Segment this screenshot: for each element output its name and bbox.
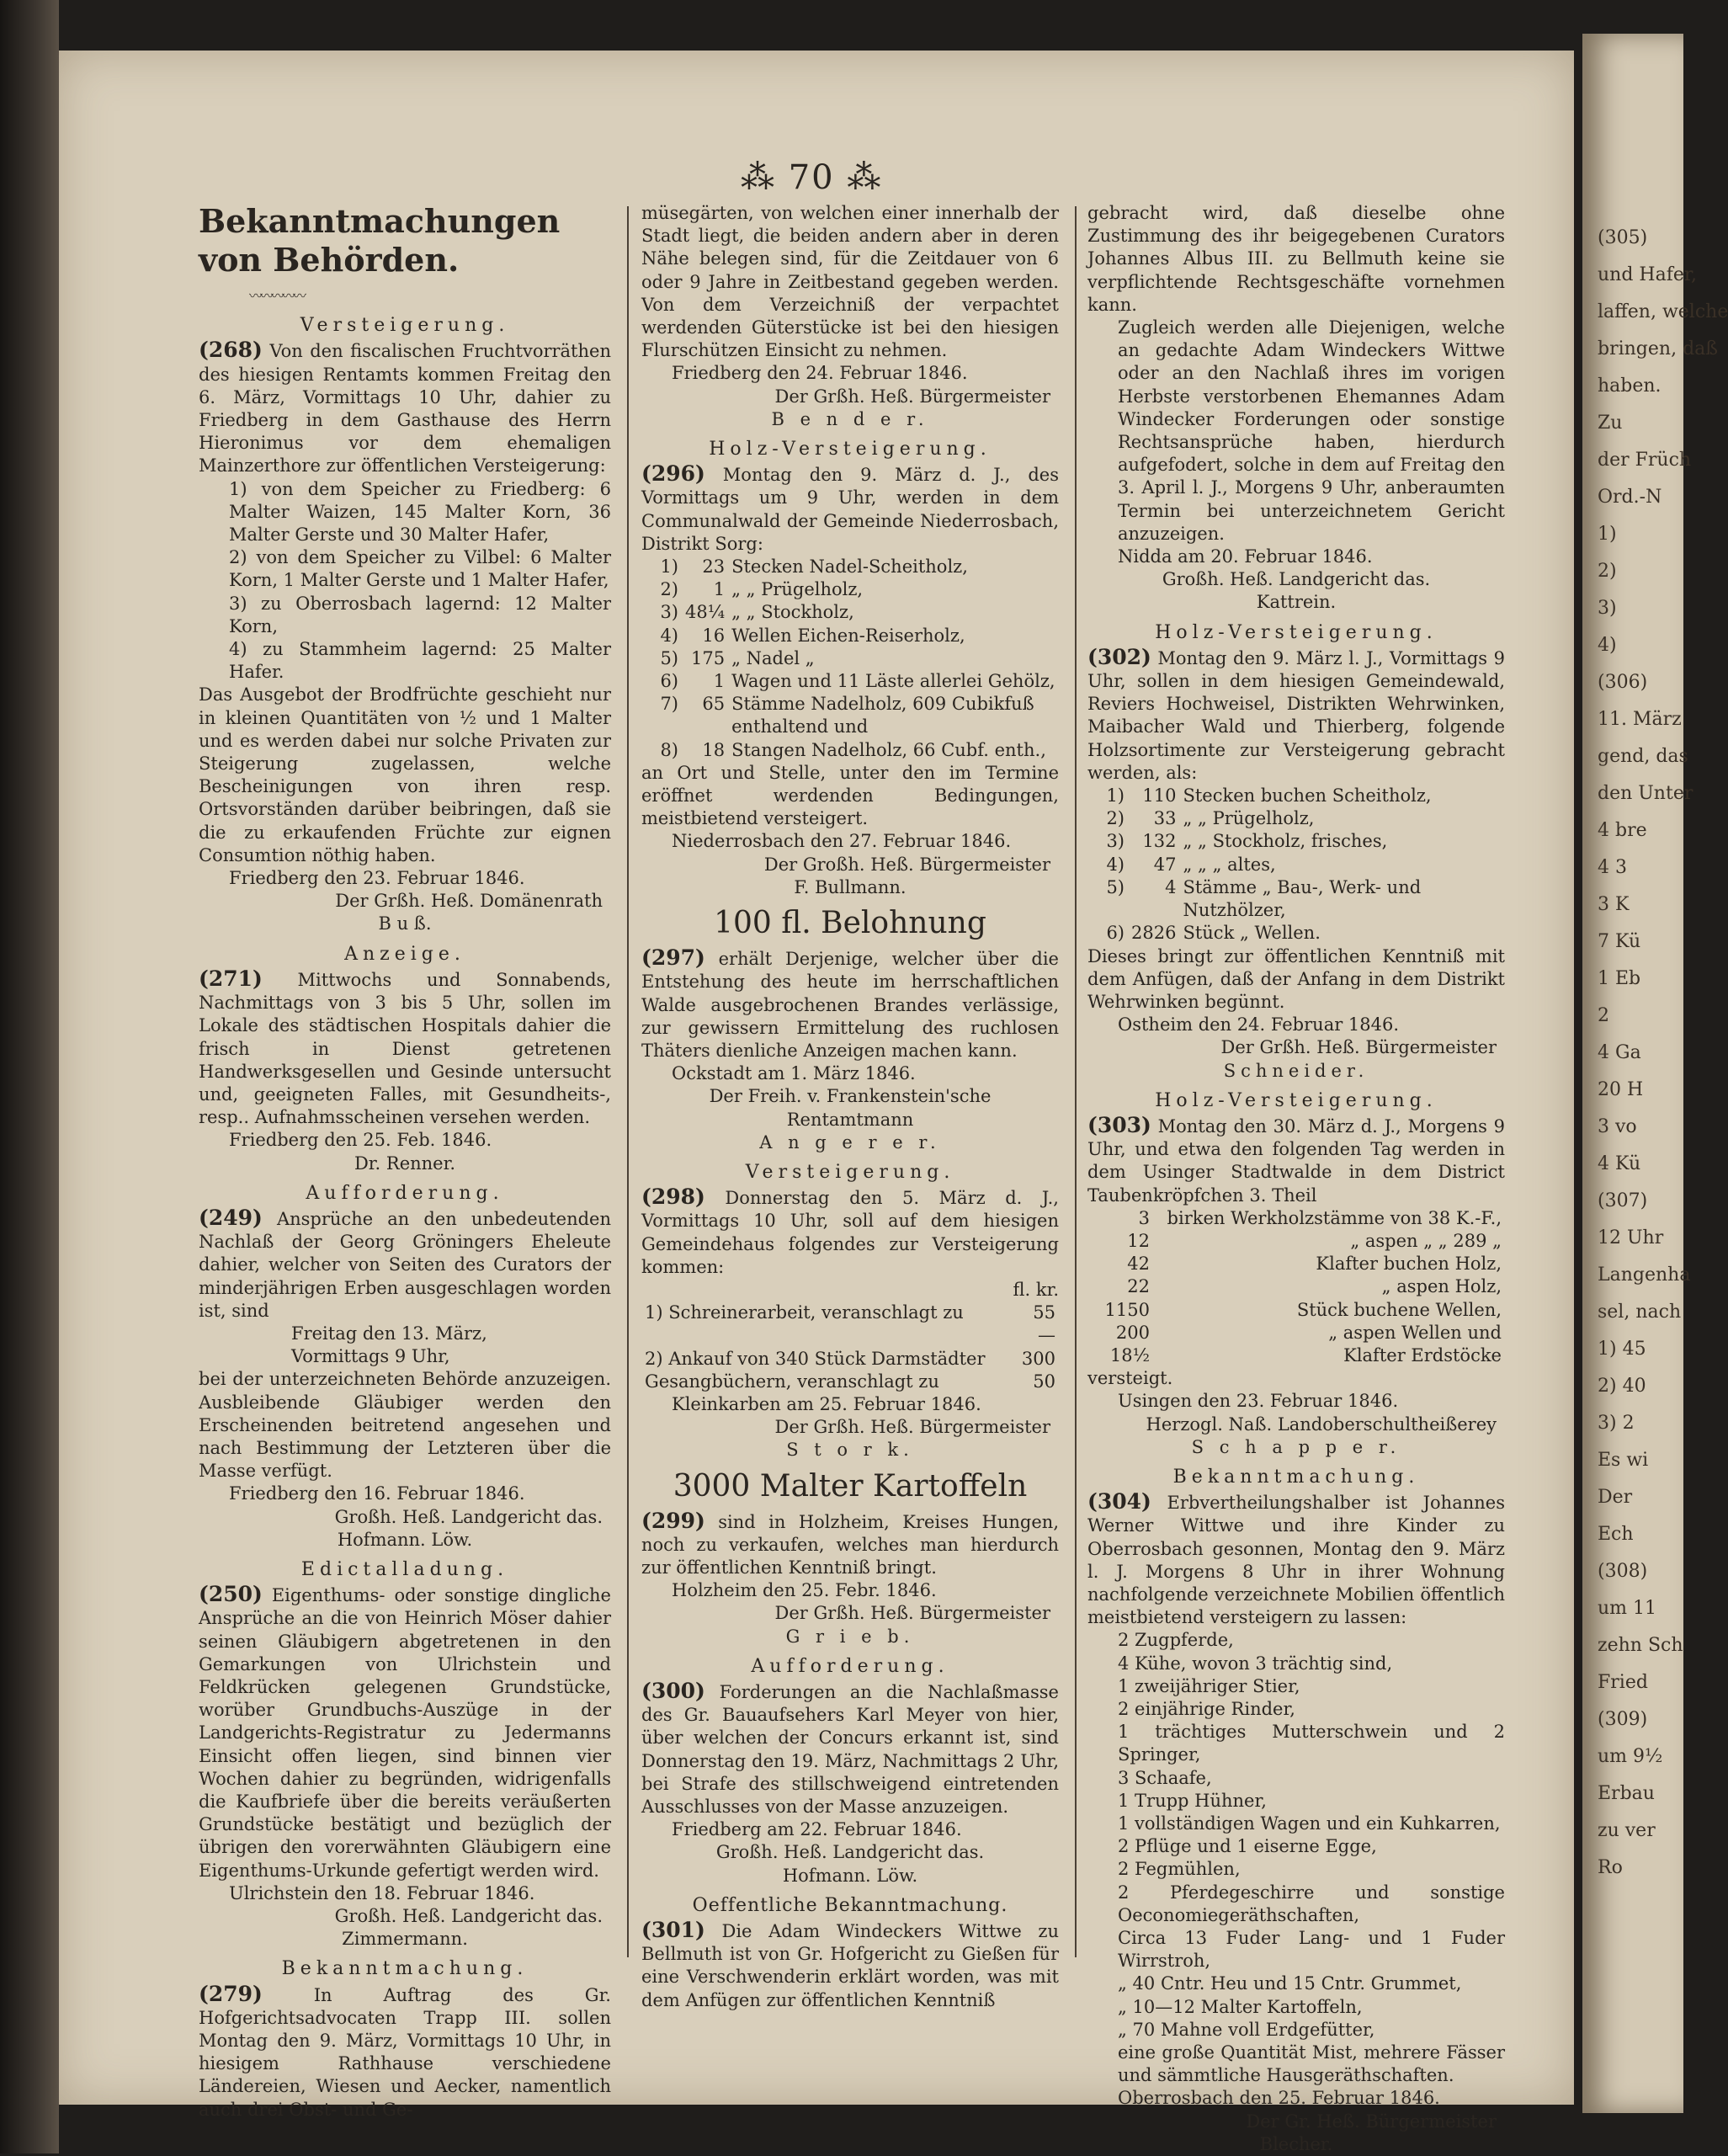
continued-text: Zugleich werden alle Diejenigen, welche an gedachte Adam Windeckers Wittwe oder an den Nachlaß ihres im vorigen Herbste verstorbenen Ehemannes Adam Windecker Forderungen oder sonstige Rechtsansprüche haben, hierdurch aufgefodert, solche in dem auf Freitag den 3. April l. J., Morgens 9 Uhr, anberaumten Termin bei unterzeichnetem Gericht anzuzeigen. <box>1118 317 1505 544</box>
ad-text: Dieses bringt zur öffentlichen Kenntniß mit dem Anfügen, daß der Anfang in dem Distrikt Wehrwinken begünnt. <box>1087 945 1505 1012</box>
edge-text-fragment: 4 Ga <box>1598 1042 1641 1063</box>
table-row <box>1087 830 1505 853</box>
ad-number: (296) <box>641 461 705 487</box>
table-cell: 18½ <box>1109 1344 1150 1365</box>
list-item: 3 Schaafe, <box>1118 1767 1212 1788</box>
table-cell: Stecken Nadel-Scheitholz, <box>731 556 968 578</box>
signature: G r i e b. <box>785 1626 915 1647</box>
edge-text-fragment: 2) 40 <box>1598 1376 1646 1397</box>
table-cell: 5) <box>1106 876 1125 897</box>
table-cell: 22 <box>1127 1276 1150 1297</box>
edge-text-fragment: 1) 45 <box>1598 1339 1646 1360</box>
section-heading: Aufforderung. <box>751 1655 949 1677</box>
edge-text-fragment: (308) <box>1598 1561 1648 1582</box>
edge-text-fragment: Es wi <box>1598 1450 1649 1471</box>
place-date: Friedberg den 16. Februar 1846. <box>229 1483 525 1504</box>
table-cell: Stämme „ Bau-, Werk- und Nutzhölzer, <box>1183 876 1422 921</box>
edge-text-fragment: (307) <box>1598 1190 1648 1211</box>
signature: Blecher. <box>1259 2133 1333 2154</box>
table-cell: 33 <box>1153 808 1177 829</box>
column-1 <box>199 202 611 2121</box>
table-cell: 3 <box>1138 1207 1150 1228</box>
table-cell: 200 <box>1115 1322 1150 1343</box>
edge-text-fragment: 12 Uhr <box>1598 1227 1664 1248</box>
edge-text-fragment: 1) <box>1598 524 1617 545</box>
column-rule <box>627 206 629 1957</box>
table-cell: „ „ „ altes, <box>1183 854 1276 875</box>
table-row <box>1087 922 1505 945</box>
ad-text: Montag den 9. März l. J., Vormittags 9 Uhr, sollen in dem hiesigen Gemeindewald, Reviers Hochweisel, Distrikten Wehrwinken, Maibacher Wald und Thierberg, folgende Holzsortimente zur Versteigerung gebracht werden, als: <box>1087 647 1505 783</box>
signature: Rentamtmann <box>786 1109 914 1130</box>
table-row <box>1087 1207 1505 1230</box>
table-cell: 18 <box>702 739 726 760</box>
table-cell: 2) <box>660 579 678 600</box>
list-item: 1 trächtiges Mutterschwein und 2 Springer, <box>1118 1722 1505 1765</box>
ad-text: sind in Holzheim, Kreises Hungen, noch zu verkaufen, welches man hierdurch zur öffentlichen Kenntniß bringt. <box>641 1511 1059 1578</box>
column-rule <box>1075 206 1077 1957</box>
column-2 <box>641 202 1059 2012</box>
edge-text-fragment: 4) <box>1598 635 1617 656</box>
list-item: „ 70 Mahne voll Erdgefütter, <box>1118 2019 1375 2040</box>
table-cell: 65 <box>702 694 726 715</box>
table-cell: 2) Ankauf von 340 Stück Darmstädter Gesangbüchern, veranschlagt zu <box>645 1348 986 1392</box>
table-row <box>1087 854 1505 876</box>
list-item: 1 vollständigen Wagen und ein Kuhkarren, <box>1118 1813 1501 1834</box>
table-cell: Stangen Nadelholz, 66 Cubf. enth., <box>731 739 1046 760</box>
table-cell: 4 <box>1165 876 1177 897</box>
table-cell: „ „ Prügelholz, <box>731 579 864 600</box>
table-row <box>641 670 1059 693</box>
edge-text-fragment: um 9½ <box>1598 1746 1663 1767</box>
table-cell: Stämme Nadelholz, 609 Cubikfuß enthaltend und <box>731 694 1034 737</box>
next-page-edge <box>1582 34 1728 2113</box>
edge-text-fragment: Langenha <box>1598 1264 1691 1286</box>
edge-text-fragment: Ech <box>1598 1524 1634 1545</box>
place-date: Kleinkarben am 25. Februar 1846. <box>672 1393 981 1414</box>
signature: Großh. Heß. Landgericht das. <box>715 1842 985 1863</box>
list-item: eine große Quantität Mist, mehrere Fässer und sämmtliche Hausgeräthschaften. <box>1118 2042 1505 2086</box>
table-row <box>641 601 1059 624</box>
signature: Der Gr. Heß. Bürgermeister <box>1246 2111 1497 2132</box>
edge-text-fragment: Ro <box>1598 1857 1623 1878</box>
signature: Der Großh. Heß. Bürgermeister <box>763 854 1050 875</box>
table-row <box>641 556 1059 578</box>
edge-text-fragment: Fried <box>1598 1672 1648 1693</box>
ad-number: (303) <box>1087 1112 1151 1137</box>
ad-text: Die Adam Windeckers Wittwe zu Bellmuth ist von Gr. Hofgericht zu Gießen für eine Verschwenderin erklärt worden, was mit dem Anfügen zur öffentlichen Kenntniß <box>641 1921 1059 2010</box>
table-cell: 55 — <box>1033 1302 1055 1346</box>
signature: Der Grßh. Heß. Bürgermeister <box>774 386 1050 407</box>
signature: Dr. Renner. <box>354 1153 456 1174</box>
edge-text-fragment: gend, das <box>1598 746 1688 767</box>
edge-text-fragment: zu ver <box>1598 1820 1656 1841</box>
table-cell: Wellen Eichen-Reiserholz, <box>731 625 965 646</box>
section-heading: Anzeige. <box>344 943 465 965</box>
table-cell: Klafter buchen Holz, <box>1316 1254 1502 1275</box>
place-date: Friedberg den 23. Februar 1846. <box>229 868 525 889</box>
ad-text: bei der unterzeichneten Behörde anzuzeigen. Ausbleibende Gläubiger werden den Erscheinenden beitretend angesehen und nach Bestimmung der Letzteren über die Masse verfügt. <box>199 1369 611 1482</box>
ad-number: (302) <box>1087 644 1151 669</box>
list-item: Vormittags 9 Uhr, <box>291 1346 450 1367</box>
place-date: Usingen den 23. Februar 1846. <box>1118 1391 1399 1412</box>
table-row <box>1087 1322 1505 1344</box>
edge-text-fragment: 11. März <box>1598 709 1682 730</box>
table-row <box>1087 1275 1505 1298</box>
ad-number: (300) <box>641 1678 705 1703</box>
edge-text-fragment: Zu <box>1598 413 1623 434</box>
place-date: Friedberg am 22. Februar 1846. <box>672 1819 962 1840</box>
table-cell: 6) <box>1106 923 1125 944</box>
table-cell: 4) <box>660 625 678 646</box>
table-cell: „ aspen Wellen und <box>1328 1322 1502 1343</box>
edge-text-fragment: Ord.-N <box>1598 487 1662 508</box>
section-heading: Versteigerung. <box>745 1161 955 1183</box>
table-cell: 23 <box>702 556 726 578</box>
table-cell: 132 <box>1142 831 1177 852</box>
edge-text-fragment: 2) <box>1598 561 1617 582</box>
signature: Der Freih. v. Frankenstein'sche <box>709 1086 992 1107</box>
section-heading: Bekanntmachung. <box>281 1958 529 1980</box>
section-heading: Holz-Versteigerung. <box>1155 1089 1438 1111</box>
table-row <box>641 647 1059 670</box>
table-cell: 5) <box>660 647 678 668</box>
table-cell: „ Nadel „ <box>731 647 815 668</box>
place-date: Ockstadt am 1. März 1846. <box>672 1063 916 1084</box>
list-item: „ 10—12 Malter Kartoffeln, <box>1118 1996 1363 2017</box>
ad-text: Forderungen an die Nachlaßmasse des Gr. Bauaufsehers Karl Meyer von hier, über welchen der Concurs erkannt ist, sind Donnerstag den 19. März, Nachmittags 2 Uhr, bei Strafe des stillschweigend eintretenden Ausschlusses von der Masse anzuzeigen. <box>641 1681 1059 1817</box>
list-item: 2) von dem Speicher zu Vilbel: 6 Malter Korn, 1 Malter Gerste und 1 Malter Hafer, <box>229 547 611 591</box>
signature: Großh. Heß. Landgericht das. <box>334 1906 603 1927</box>
ad-text: Montag den 9. März d. J., des Vormittags um 9 Uhr, werden in dem Communalwald der Gemeinde Niederrosbach, Distrikt Sorg: <box>641 465 1059 554</box>
list-item: 4) zu Stammheim lagernd: 25 Malter Hafer. <box>229 639 611 683</box>
list-item: 3) zu Oberrosbach lagernd: 12 Malter Korn, <box>229 593 611 636</box>
place-date: Friedberg den 25. Feb. 1846. <box>229 1130 492 1151</box>
signature: Der Grßh. Heß. Domänenrath <box>335 891 603 912</box>
page-number: ⁂ 70 ⁂ <box>741 158 883 197</box>
edge-text-fragment: (306) <box>1598 672 1648 693</box>
list-item: 1 zweijähriger Stier, <box>1118 1675 1300 1696</box>
place-date: Friedberg den 24. Februar 1846. <box>672 363 968 384</box>
table-cell: Stecken buchen Scheitholz, <box>1183 785 1432 807</box>
ad-text: Ansprüche an den unbedeutenden Nachlaß der Georg Gröningers Eheleute dahier, welcher von Seiten des Curators der minderjährigen Erben ausgeschlagen worden ist, sind <box>199 1208 611 1321</box>
ad-text: Montag den 30. März d. J., Morgens 9 Uhr, und etwa den folgenden Tag werden in dem Usinger Stadtwalde in dem District Taubenkröpfchen 3. Theil <box>1087 1115 1505 1206</box>
edge-text-fragment: bringen, daß <box>1598 338 1718 359</box>
ornament: 〰〰〰〰〰 <box>249 288 305 304</box>
edge-text-fragment: (309) <box>1598 1709 1648 1730</box>
list-item: 1 Trupp Hühner, <box>1118 1790 1267 1811</box>
table-cell: 8) <box>660 739 678 760</box>
signature: A n g e r e r. <box>759 1131 941 1153</box>
edge-text-fragment: 1 Eb <box>1598 968 1641 989</box>
place-date: Ulrichstein den 18. Februar 1846. <box>229 1882 535 1903</box>
item-table <box>641 556 1059 762</box>
section-heading: Oeffentliche Bekanntmachung. <box>692 1894 1008 1916</box>
continued-text: müsegärten, von welchen einer innerhalb der Stadt liegt, die beiden andern aber in deren Nähe belegen sind, für die Zeitdauer von 6 oder 9 Jahre in Zeitbestand gegeben werden. Von dem Verzeichniß der verpachtet werdenden Güterstücke ist bei den hiesigen Flurschützen Einsicht zu nehmen. <box>641 203 1059 361</box>
ad-text: Von den fiscalischen Fruchtvorräthen des hiesigen Rentamts kommen Freitag den 6. März, Vormittags 10 Uhr, dahier zu Friedberg in dem Gasthause des Herrn Hieronimus vor dem ehemaligen Mainzerthore zur öffentlichen Versteigerung: <box>199 341 611 476</box>
table-cell: 7) <box>660 694 678 715</box>
signature: Hofmann. Löw. <box>782 1865 918 1886</box>
table-cell: 1) Schreinerarbeit, veranschlagt zu <box>645 1302 964 1323</box>
ad-number: (298) <box>641 1184 705 1210</box>
table-cell: 42 <box>1127 1254 1150 1275</box>
list-item: 2 einjährige Rinder, <box>1118 1699 1295 1719</box>
ad-paragraph <box>199 1983 611 2121</box>
table-cell: 12 <box>1127 1230 1150 1251</box>
ad-number: (279) <box>199 1981 263 2006</box>
edge-text-fragment: 4 bre <box>1598 820 1647 841</box>
signature: Großh. Heß. Landgericht das. <box>1162 569 1431 590</box>
ad-text: erhält Derjenige, welcher über die Entstehung des heute im herrschaftlichen Walde ausgebrochenen Brandes verlässige, zur gewissern Ermittelung des ruchlosen Thäters dienliche Anzeigen machen kann. <box>641 949 1059 1061</box>
section-heading: Versteigerung. <box>300 315 510 337</box>
ad-number: (301) <box>641 1918 705 1943</box>
table-cell: „ aspen „ „ 289 „ <box>1350 1230 1502 1251</box>
edge-text-fragment: 3 vo <box>1598 1116 1637 1137</box>
ad-number: (250) <box>199 1582 263 1607</box>
list-item: Freitag den 13. März, <box>291 1323 487 1344</box>
table-cell: „ „ Prügelholz, <box>1183 808 1315 829</box>
table-row <box>641 1302 1059 1347</box>
table-cell: 2) <box>1106 808 1125 829</box>
table-cell: 1) <box>1106 785 1125 807</box>
list-item: „ 40 Cntr. Heu und 15 Cntr. Grummet, <box>1118 1973 1462 1994</box>
section-heading: Bekanntmachung. <box>1172 1466 1420 1488</box>
ad-text: versteigt. <box>1087 1368 1173 1389</box>
signature: Der Grßh. Heß. Bürgermeister <box>1220 1037 1497 1058</box>
table-row <box>641 1348 1059 1393</box>
item-table <box>1087 1207 1505 1367</box>
edge-text-fragment: 2 <box>1598 1005 1609 1026</box>
signature: B e n d e r. <box>771 408 929 429</box>
table-cell: 1) <box>660 556 678 578</box>
table-cell: 1150 <box>1104 1299 1150 1320</box>
table-cell: Stück buchene Wellen, <box>1296 1299 1502 1320</box>
signature: Hofmann. Löw. <box>337 1529 473 1550</box>
edge-text-fragment: 3) <box>1598 598 1617 619</box>
ad-number: (271) <box>199 966 263 991</box>
table-row <box>1087 1253 1505 1275</box>
place-date: Niederrosbach den 27. Februar 1846. <box>672 831 1012 852</box>
table-row <box>1087 1344 1505 1367</box>
table-cell: 175 <box>690 647 726 668</box>
table-cell: 300 50 <box>1021 1348 1055 1392</box>
signature: S t o r k. <box>786 1440 914 1461</box>
table-cell: birken Werkholzstämme von 38 K.-F., <box>1167 1207 1502 1228</box>
list-item: 1) von dem Speicher zu Friedberg: 6 Malter Waizen, 145 Malter Korn, 36 Malter Gerste und 30 Malter Hafer, <box>229 478 611 546</box>
ad-paragraph <box>199 967 611 1129</box>
signature: Herzogl. Naß. Landoberschultheißerey <box>1146 1413 1497 1435</box>
place-date: Oberrosbach den 25. Februar 1846. <box>1118 2088 1440 2109</box>
currency-header: fl. kr. <box>1013 1279 1059 1300</box>
continued-text: gebracht wird, daß dieselbe ohne Zustimmung des ihr beigegebenen Curators Johannes Albus III. zu Bellmuth keine sie verpflichtende Rechtsgeschäfte vornehmen kann. <box>1087 203 1505 315</box>
ad-text: Eigenthums- oder sonstige dingliche Ansprüche an die von Heinrich Möser dahier seinen Gläubigern abgetretenen in den Gemarkungen von Ulrichstein und Feldkrücken gelegenen Grundstücke, worüber Grundbuchs-Auszüge in der Landgerichts-Registratur zu Jedermanns Einsicht offen liegen, sind binnen vier Wochen dahier zu begründen, widrigenfalls die Kaufbriefe über die bereits veräußerten Grundstücke bestätigt und bezüglich der übrigen den vorerwähnten Gläubigern eine Eigenthums-Urkunde gefertigt werden wird. <box>199 1585 611 1881</box>
table-row <box>1087 876 1505 922</box>
book-spine <box>0 0 59 2153</box>
signature: S c h a p p e r. <box>1191 1436 1401 1457</box>
ad-text: Das Ausgebot der Brodfrüchte geschieht nur in kleinen Quantitäten von ½ und 1 Malter und es werden dabei nur solche Privaten zur Steigerung zugelassen, welche Bescheinigungen von ihren resp. Ortsvorständen darüber beibringen, daß sie die zu erkaufenden Früchte zur eignen Consumtion nöthig haben. <box>199 684 611 865</box>
edge-text-fragment: den Unter <box>1598 783 1693 804</box>
edge-text-fragment: 4 Kü <box>1598 1153 1641 1174</box>
edge-text-fragment: 3) 2 <box>1598 1413 1635 1434</box>
edge-text-fragment: Erbau <box>1598 1783 1655 1804</box>
list-item: 2 Pferdegeschirre und sonstige Oeconomiegeräthschaften, <box>1118 1882 1505 1925</box>
table-cell: 47 <box>1153 854 1177 875</box>
table-cell: 110 <box>1142 785 1177 807</box>
edge-text-fragment: Der <box>1598 1487 1633 1508</box>
ad-text: Erbvertheilungshalber ist Johannes Werner Wittwe und ihre Kinder zu Oberrosbach gesonnen, Montag den 9. März l. J. Morgens 8 Uhr in ihrer Wohnung nachfolgende verzeichnete Mobilien öffentlich meistbietend versteigern zu lassen: <box>1087 1493 1505 1628</box>
signature: Schneider. <box>1223 1060 1369 1081</box>
list-item: 2 Zugpferde, <box>1118 1630 1234 1651</box>
edge-text-fragment: 3 K <box>1598 894 1630 915</box>
section-heading: Aufforderung. <box>306 1182 504 1204</box>
edge-text-fragment: (305) <box>1598 227 1648 248</box>
table-row <box>1087 1230 1505 1253</box>
ad-paragraph <box>199 338 611 477</box>
list-item: 2 Pflüge und 1 eiserne Egge, <box>1118 1836 1377 1857</box>
ad-number: (249) <box>199 1205 263 1230</box>
table-cell: Klafter Erdstöcke <box>1343 1344 1502 1365</box>
ad-heading: 3000 Malter Kartoffeln <box>673 1468 1028 1504</box>
table-cell: 1 <box>713 579 726 600</box>
table-row <box>1087 1299 1505 1322</box>
column-3 <box>1087 202 1505 2156</box>
ad-number: (297) <box>641 945 705 971</box>
ad-text: Mittwochs und Sonnabends, Nachmittags von 3 bis 5 Uhr, sollen im Lokale des städtischen Hospitals dahier die frisch in Dienst getretenen Handwerksgesellen und Gesinde untersucht und, geeigneten Falles, mit Gesundheits-, resp.. Aufnahmsscheinen versehen werden. <box>199 969 611 1128</box>
place-date: Nidda am 20. Februar 1846. <box>1118 546 1373 567</box>
item-table <box>641 1302 1059 1393</box>
ad-number: (299) <box>641 1508 705 1533</box>
list-item: 4 Kühe, wovon 3 trächtig sind, <box>1118 1653 1393 1674</box>
ad-text: an Ort und Stelle, unter den im Termine eröffnet werdenden Bedingungen, meistbietend versteigert. <box>641 762 1059 829</box>
table-row <box>641 625 1059 647</box>
signature: Großh. Heß. Landgericht das. <box>334 1506 603 1527</box>
table-cell: 48¼ <box>685 602 726 623</box>
ad-paragraph <box>199 1206 611 1323</box>
table-cell: „ aspen Holz, <box>1381 1276 1502 1297</box>
table-row <box>641 578 1059 601</box>
table-cell: „ „ Stockholz, frisches, <box>1183 831 1388 852</box>
signature: Kattrein. <box>1256 592 1337 613</box>
edge-text-fragment: sel, nach <box>1598 1302 1682 1323</box>
table-cell: 6) <box>660 671 678 692</box>
table-cell: 3) <box>660 602 678 623</box>
edge-text-fragment: zehn Sch <box>1598 1635 1683 1656</box>
table-row <box>1087 785 1505 807</box>
table-cell: 2826 <box>1131 923 1177 944</box>
item-table <box>1087 785 1505 945</box>
section-heading: Holz-Versteigerung. <box>709 439 992 460</box>
reward-heading: 100 fl. Belohnung <box>714 906 986 941</box>
signature: B u ß. <box>378 913 432 934</box>
edge-text-fragment: um 11 <box>1598 1598 1657 1619</box>
table-cell: 3) <box>1106 831 1125 852</box>
table-cell: 4) <box>1106 854 1125 875</box>
place-date: Holzheim den 25. Febr. 1846. <box>672 1580 937 1601</box>
table-row <box>1087 807 1505 830</box>
table-cell: 1 <box>713 671 726 692</box>
edge-text-fragment: laffen, welche <box>1598 301 1728 322</box>
section-heading: Edictalladung. <box>300 1558 509 1580</box>
ad-paragraph <box>199 1583 611 1882</box>
ad-text: Donnerstag den 5. März d. J., Vormittags 10 Uhr, soll auf dem hiesigen Gemeindehaus folgendes zur Versteigerung kommen: <box>641 1188 1059 1277</box>
edge-text-fragment: der Früch <box>1598 450 1692 471</box>
main-title: Bekanntmachungen von Behörden. <box>199 202 561 279</box>
list-item: 2 Fegmühlen, <box>1118 1859 1241 1880</box>
edge-text-fragment: 20 H <box>1598 1079 1644 1100</box>
table-cell: Wagen und 11 Läste allerlei Gehölz, <box>731 671 1055 692</box>
section-heading: Holz-Versteigerung. <box>1155 621 1438 643</box>
table-cell: Stück „ Wellen. <box>1183 923 1321 944</box>
list-item: Circa 13 Fuder Lang- und 1 Fuder Wirrstroh, <box>1118 1928 1505 1972</box>
table-row <box>641 739 1059 762</box>
place-date: Ostheim den 24. Februar 1846. <box>1118 1014 1400 1035</box>
table-row <box>641 693 1059 738</box>
edge-text-fragment: 4 3 <box>1598 857 1627 878</box>
edge-text-fragment: 7 Kü <box>1598 931 1641 952</box>
signature: Der Grßh. Heß. Bürgermeister <box>774 1603 1050 1624</box>
table-cell: 16 <box>702 625 726 646</box>
signature: F. Bullmann. <box>794 876 907 897</box>
ad-number: (268) <box>199 338 263 363</box>
ad-number: (304) <box>1087 1489 1151 1515</box>
edge-text-fragment: und Hafer, <box>1598 264 1697 285</box>
edge-text-fragment: haben. <box>1598 375 1662 397</box>
signature: Der Grßh. Heß. Bürgermeister <box>774 1417 1050 1438</box>
ad-text: In Auftrag des Gr. Hofgerichtsadvocaten Trapp III. sollen Montag den 9. März, Vormittags 10 Uhr, in hiesigem Rathhause verschiedene Ländereien, Wiesen und Aecker, namentlich auch drei Obst- und Ge- <box>199 1984 611 2120</box>
table-cell: „ „ Stockholz, <box>731 602 854 623</box>
signature: Zimmermann. <box>342 1929 468 1950</box>
